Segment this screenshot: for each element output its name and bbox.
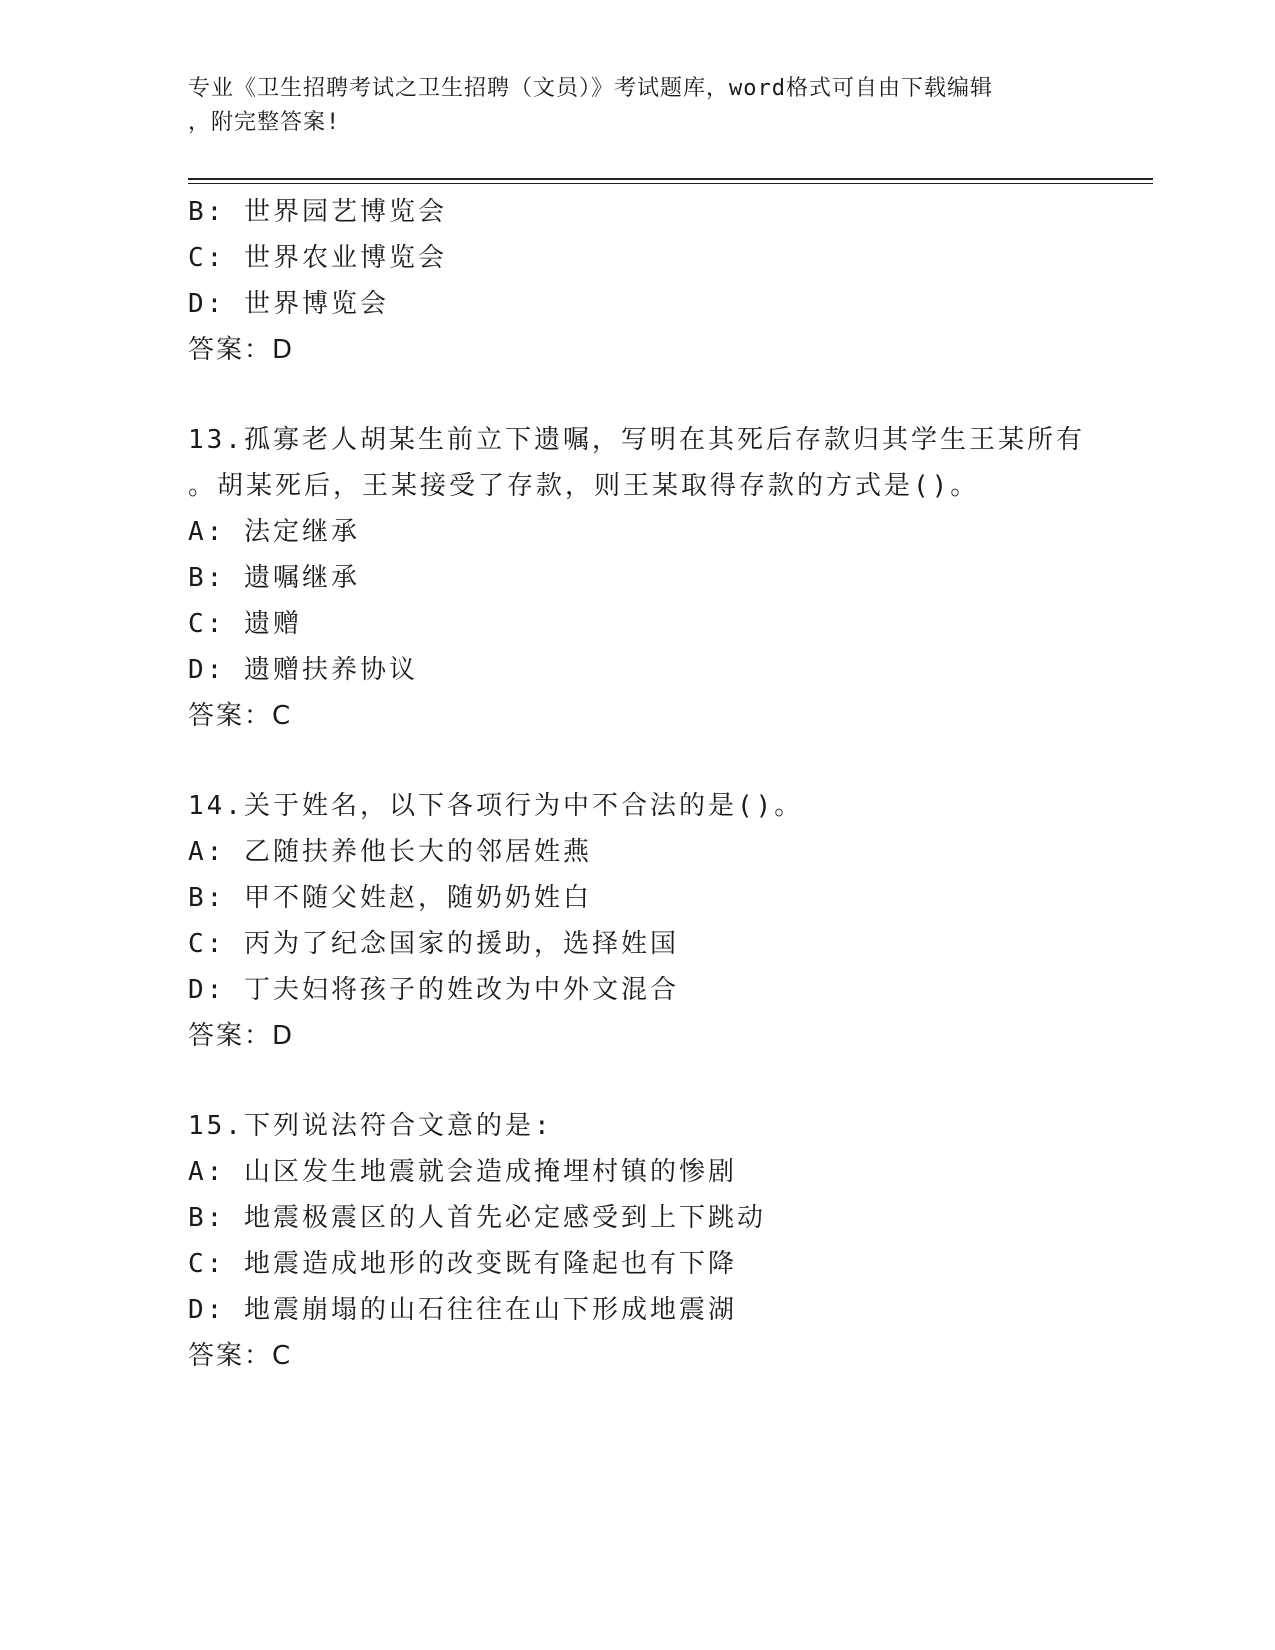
question-12-continued [188, 189, 1088, 373]
option-d: D: 丁夫妇将孩子的姓改为中外文混合 [188, 975, 679, 1005]
header-divider-thick [188, 178, 1153, 180]
document-header [188, 72, 1068, 140]
option-c: C: 遗赠 [188, 609, 302, 639]
question-13 [188, 417, 1088, 739]
option-a: A: 山区发生地震就会造成掩埋村镇的惨剧 [188, 1157, 737, 1187]
option-d: D: 地震崩塌的山石往往在山下形成地震湖 [188, 1295, 737, 1325]
spacer [188, 739, 1088, 783]
option-d: D: 遗赠扶养协议 [188, 655, 418, 685]
option-a: A: 法定继承 [188, 517, 360, 547]
spacer [188, 1059, 1088, 1103]
option-b: B: 甲不随父姓赵，随奶奶姓白 [188, 883, 592, 913]
option-c: C: 丙为了纪念国家的援助，选择姓国 [188, 929, 679, 959]
option-d: D: 世界博览会 [188, 289, 389, 319]
option-c: C: 地震造成地形的改变既有隆起也有下降 [188, 1249, 737, 1279]
answer-line: 答案：D [188, 1021, 295, 1051]
option-b: B: 世界园艺博览会 [188, 197, 447, 227]
option-c: C: 世界农业博览会 [188, 243, 447, 273]
question-14 [188, 783, 1088, 1059]
spacer [188, 373, 1088, 417]
question-stem-line: 。胡某死后，王某接受了存款，则王某取得存款的方式是()。 [188, 471, 980, 501]
question-stem-line: 15.下列说法符合文意的是: [188, 1111, 553, 1141]
header-divider-thin [188, 183, 1153, 184]
option-b: B: 地震极震区的人首先必定感受到上下跳动 [188, 1203, 766, 1233]
answer-line: 答案：D [188, 335, 295, 365]
option-b: B: 遗嘱继承 [188, 563, 360, 593]
question-15 [188, 1103, 1088, 1379]
question-list [188, 189, 1088, 1379]
question-stem-line: 14.关于姓名，以下各项行为中不合法的是()。 [188, 791, 804, 821]
option-a: A: 乙随扶养他长大的邻居姓燕 [188, 837, 592, 867]
answer-line: 答案：C [188, 1341, 293, 1371]
header-line-2: ，附完整答案! [188, 110, 341, 135]
header-line-1: 专业《卫生招聘考试之卫生招聘（文员）》考试题库，word格式可自由下载编辑 [188, 76, 993, 101]
answer-line: 答案：C [188, 701, 293, 731]
question-stem-line: 13.孤寡老人胡某生前立下遗嘱，写明在其死后存款归其学生王某所有 [188, 425, 1085, 455]
